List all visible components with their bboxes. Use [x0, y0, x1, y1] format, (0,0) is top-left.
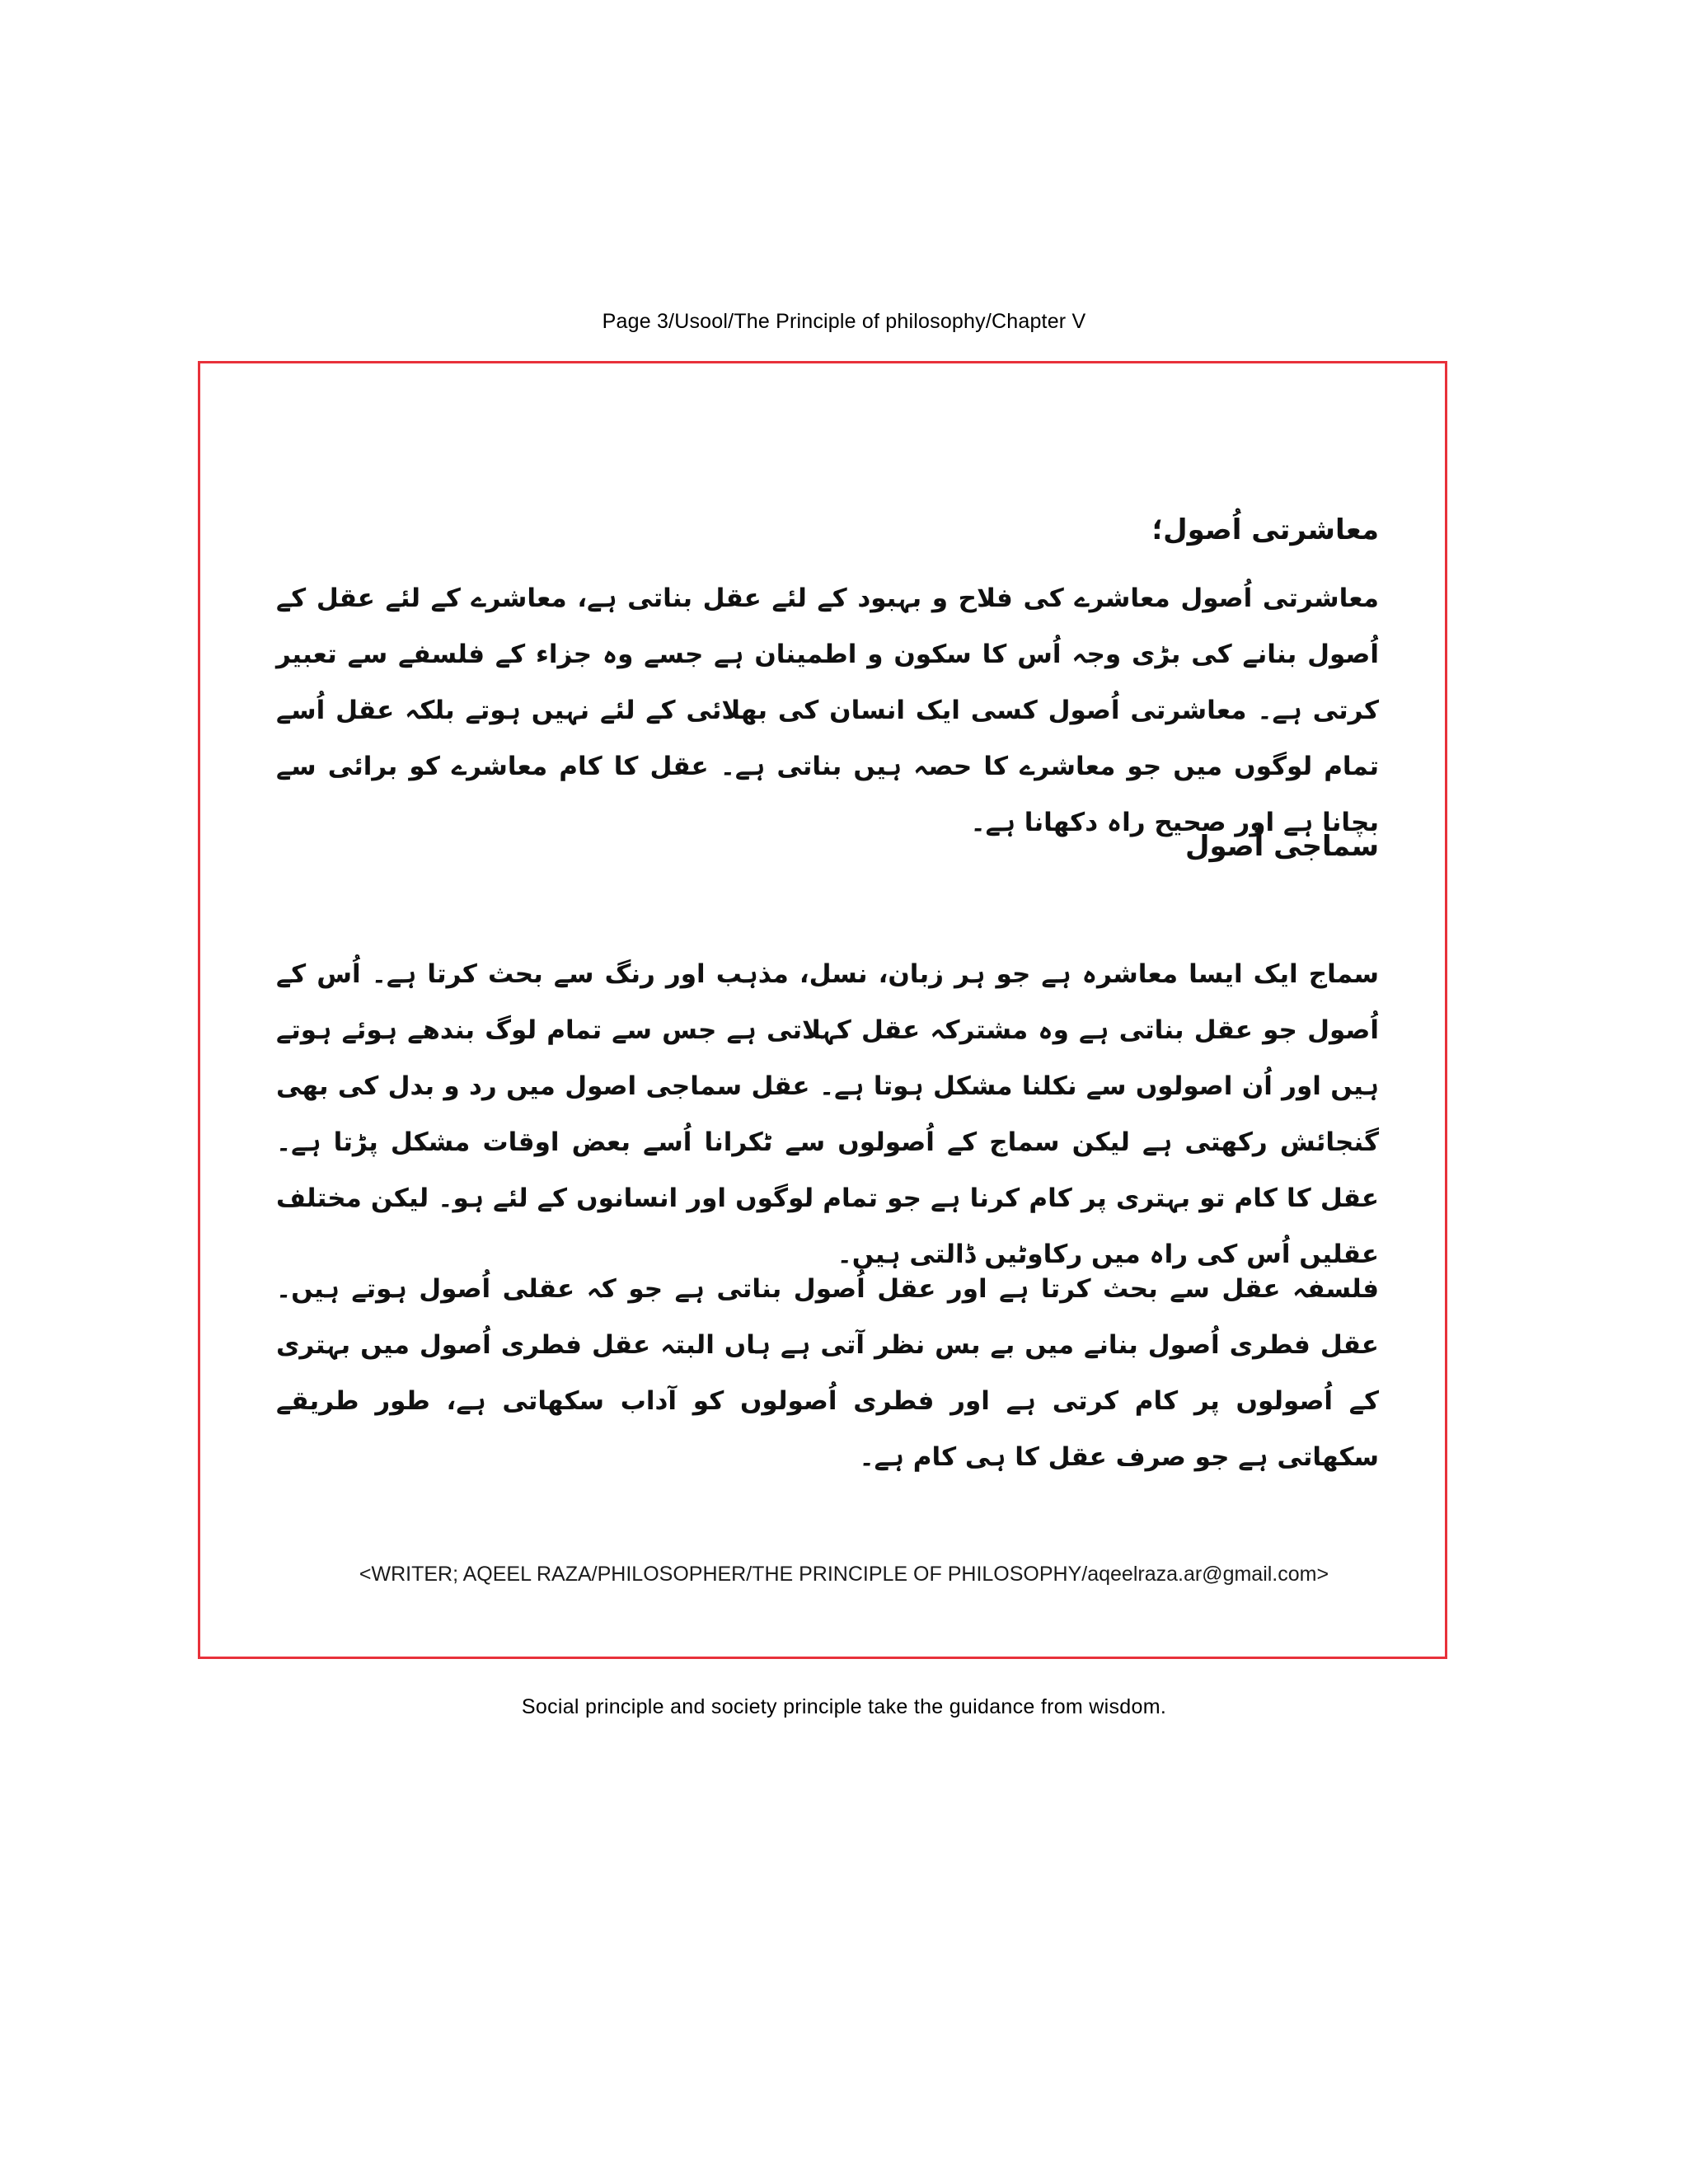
section-heading-social-principles: معاشرتی اُصول؛ [1151, 513, 1379, 546]
paragraph-society-principles: سماج ایک ایسا معاشرہ ہے جو ہر زبان، نسل، مذہب اور رنگ سے بحث کرتا ہے۔ اُس کے اُصول جو عقل بناتی ہے وہ مشترکہ عقل کہلاتی ہے جس سے تمام لوگ بندھے ہوئے ہوتے ہیں اور اُن اصولوں سے نکلنا مشکل ہوتا ہے۔ عقل سماجی اصول میں رد و بدل کی بھی گنجائش رکھتی ہے لیکن سماج کے اُصولوں سے ٹکرانا اُسے بعض اوقات مشکل پڑتا ہے۔ عقل کا کام تو بہتری پر کام کرنا ہے جو تمام لوگوں اور انسانوں کے لئے ہو۔ لیکن مختلف عقلیں اُس کی راہ میں رکاوٹیں ڈالتی ہیں۔ [276, 959, 1379, 1269]
paragraph-social-principles: معاشرتی اُصول معاشرے کی فلاح و بہبود کے لئے عقل بناتی ہے، معاشرے کے لئے عقل کے اُصول بنانے کی بڑی وجہ اُس کا سکون و اطمینان ہے جسے وہ جزاء کے فلسفے سے تعبیر کرتی ہے۔ معاشرتی اُصول کسی ایک انسان کی بھلائی کے لئے نہیں ہوتے بلکہ عقل اُسے تمام لوگوں میں جو معاشرے کا حصہ ہیں بناتی ہے۔ عقل کا کام معاشرے کو برائی سے بچانا ہے اور صحیح راہ دکھانا ہے۔ [276, 583, 1379, 837]
paragraph-philosophy-and-wisdom: فلسفہ عقل سے بحث کرتا ہے اور عقل اُصول بناتی ہے جو کہ عقلی اُصول ہوتے ہیں۔ عقل فطری اُصول بنانے میں بے بس نظر آتی ہے ہاں البتہ عقل فطری اُصول میں بہتری کے اُصولوں پر کام کرتی ہے اور فطری اُصولوں کو آداب سکھاتی ہے، طور طریقے سکھاتی ہے جو صرف عقل کا ہی کام ہے۔ [276, 1274, 1379, 1472]
section-heading-society-principles: سماجی اُصول [1184, 830, 1379, 863]
page-caption: Social principle and society principle take the guidance from wisdom. [521, 1695, 1167, 1718]
writer-credit: <WRITER; AQEEL RAZA/PHILOSOPHER/THE PRINCIPLE OF PHILOSOPHY/aqeelraza.ar@gmail.com> [359, 1563, 1329, 1586]
page-header: Page 3/Usool/The Principle of philosophy/Chapter V [602, 310, 1086, 333]
